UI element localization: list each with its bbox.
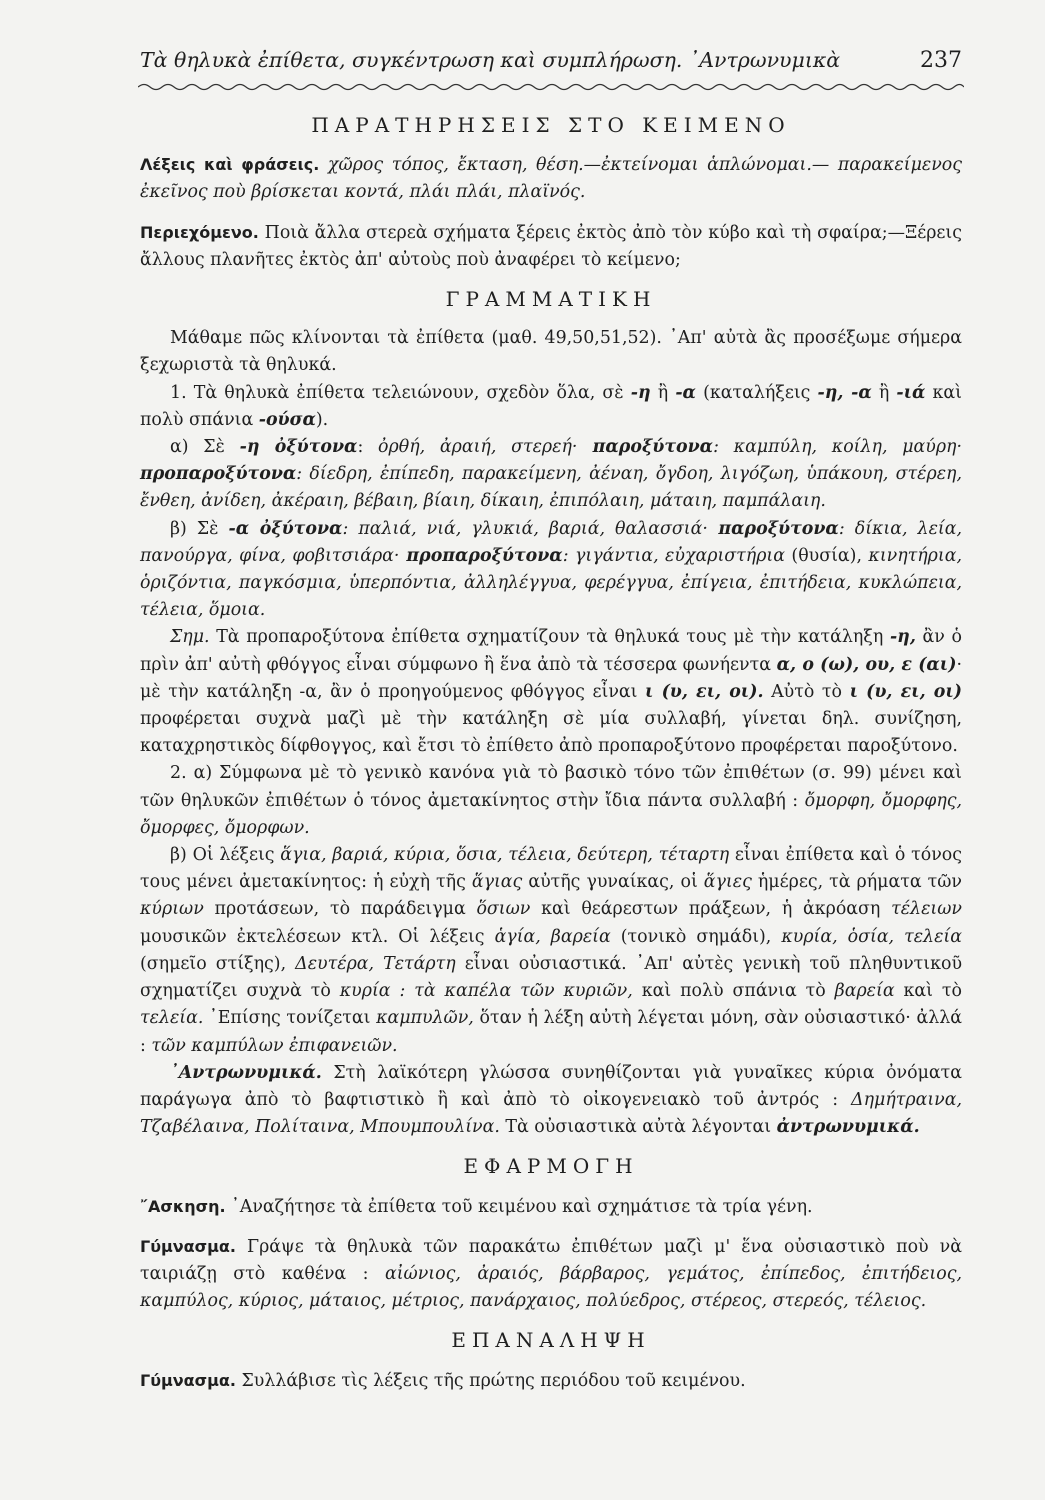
text: ). (315, 409, 329, 430)
text: Γράψε τὰ θηλυκὰ τῶν παρακάτω ἐπιθέτων μαζὶ μ' ἕνα οὐσιαστικὸ ποὺ νὰ ταιριάζῃ στὸ καθένα : (140, 1236, 962, 1284)
text: προτάσεων, τὸ παράδειγμα (203, 899, 477, 920)
text: εἶναι οὐσιαστικά. ᾿Απ' αὐτὲς γενικὴ τοῦ πληθυντικοῦ σχηματίζει συχνὰ τὸ (140, 953, 963, 1002)
text: ἡμέρες, τὰ ρήματα τῶν (751, 872, 962, 893)
page-number: 237 (920, 48, 962, 73)
category-label: ᾿Αντρωνυμικά. (170, 1062, 322, 1083)
text: · μὲ τὴν κατάληξη -α, ἂν ὁ προηγούμενος φθόγγος εἶναι (140, 654, 962, 702)
category-label: παροξύτονα (577, 437, 714, 458)
paragraph-review-drill (140, 1367, 962, 1395)
label-exercise: ῎Ασκηση. (140, 1196, 226, 1216)
word: ἁγία, βαρεία (494, 926, 611, 947)
paragraph-rule-2a (140, 760, 962, 842)
paragraph-vocabulary (140, 151, 962, 206)
word-list: : δίκια, λεία, πανούργα, φίνα, φοβιτσιάρα· (140, 518, 962, 566)
ending: -ιά (896, 382, 926, 403)
word-list: ἅγια, βαριά, κύρια, ὅσια, τέλεια, δεύτερη, τέταρτη (280, 845, 730, 866)
paragraph-antronymics (140, 1060, 962, 1142)
spacer (140, 274, 962, 286)
paragraph-rule-1 (140, 380, 962, 434)
note-label: Σημ. (170, 627, 210, 648)
text: ἂν ὁ πρὶν ἀπ' αὐτὴ φθόγγος εἶναι σύμφωνο ἢ ἕνα ἀπὸ τὰ τέσσερα φωνήεντα (140, 627, 962, 675)
vowels: α, ο (ω), ου, ε (αι) (776, 654, 957, 675)
label-content: Περιεχόμενο. (140, 222, 259, 242)
word: κυρία, ὁσία, τελεία (781, 926, 962, 947)
paragraph-rule-2b (140, 842, 962, 1060)
word-list: ὀρθή, ἀραιή, στερεή· (378, 437, 578, 458)
word-list: : καμπύλη, κοίλη, μαύρη· (713, 437, 962, 458)
section-heading-application: ΕΦΑΡΜΟΓΗ (463, 1154, 639, 1179)
text: καὶ πολὺ σπάνια (140, 382, 962, 430)
text-content: Ποιὰ ἄλλα στερεὰ σχήματα ξέρεις ἐκτὸς ἀπὸ τὸν κύβο καὶ τὴ σφαίρα;—Ξέρεις ἄλλους πλανῆτες ἐκτὸς ἀπ' αὐτοὺς ποὺ ἀναφέρει τὸ κείμενο; (140, 222, 962, 270)
text: ὅταν ἡ λέξη αὐτὴ λέγεται μόνη, σὰν οὐσιαστικό· ἀλλά : (140, 1008, 963, 1056)
text: Συλλάβισε τὶς λέξεις τῆς πρώτης περιόδου τοῦ κειμένου. (235, 1370, 746, 1391)
word-list: : γιγάντια, εὐχαριστήρια (562, 545, 785, 566)
text: (καταλήξεις (695, 382, 818, 403)
text: Στὴ λαϊκότερη γλώσσα συνηθίζονται γιὰ γυναῖκες κύρια ὀνόματα παράγωγα ἀπὸ τὸ βαφτιστικὸ ἢ καὶ ἀπὸ τὸ οἰκογενειακὸ τοῦ ἀντρός : (140, 1062, 962, 1110)
text: ᾿Επίσης τονίζεται (203, 1008, 377, 1029)
section-heading-observations: ΠΑΡΑΤΗΡΗΣΕΙΣ ΣΤΟ ΚΕΙΜΕΝΟ (311, 113, 791, 137)
word: ὅσιων (476, 899, 531, 920)
paragraph-grammar-intro: Μάθαμε πῶς κλίνονται τὰ ἐπίθετα (μαθ. 49,50,51,52). ᾿Απ' αὐτὰ ἂς προσέξωμε σήμερα ξεχωριστὰ τὰ θηλυκά. (140, 328, 962, 376)
category-label: -η ὀξύτονα (239, 437, 358, 458)
category-label: -α ὀξύτονα (228, 518, 343, 539)
text: προφέρεται συχνὰ μαζὶ μὲ τὴν κατάληξη σὲ μία συλλαβή, γίνεται δηλ. συνίζηση, καταχρηστικὸς δίφθογγος, καὶ ἔτσι τὸ ἐπίθετο ἀπὸ προπαροξύτονο προφέρεται παροξύτονο. (140, 709, 962, 757)
word-list: Δημήτραινα, Τζαβέλαινα, Πολίταινα, Μπουμπουλίνα. (140, 1089, 962, 1138)
paragraph-rule-1a (140, 434, 962, 516)
ending: -η, (889, 627, 916, 648)
spacer (140, 1141, 962, 1153)
section-heading-review: ΕΠΑΝΑΛΗΨΗ (451, 1328, 651, 1353)
label-vocabulary: Λέξεις καὶ φράσεις. (140, 155, 320, 175)
word: κύριων (140, 899, 204, 920)
text: ἢ (650, 382, 676, 403)
word-list: κινητήρια, ὁριζόντια, παγκόσμια, ὑπερπόντια, ἀλληλέγγυα, φερέγγυα, ἐπίγεια, ἐπιτήδεια, κυκλώπεια, τέλεια, ὅμοια. (140, 545, 962, 621)
text: 1. Τὰ θηλυκὰ ἐπίθετα τελειώνουν, σχεδὸν ὅλα, σὲ (170, 382, 631, 403)
text: : (357, 437, 379, 458)
paragraph-content (140, 219, 962, 274)
word: ἀντρωνυμικά. (776, 1117, 920, 1138)
text: Αὐτὸ τὸ (763, 681, 850, 702)
word: βαρεία (834, 981, 895, 1002)
text: Τὰ προπαροξύτονα ἐπίθετα σχηματίζουν τὰ θηλυκά τους μὲ τὴν κατάληξη (209, 627, 890, 648)
paragraph-drill (140, 1233, 962, 1316)
word: ἅγιας (471, 872, 523, 893)
text: β) Σὲ (170, 518, 229, 539)
text: (σημεῖο στίξης), (140, 953, 296, 974)
text: καὶ θεάρεστων πράξεων, ἡ ἀκρόαση (530, 899, 892, 920)
spacer (140, 1221, 962, 1233)
word: τῶν καμπύλων ἐπιφανειῶν. (151, 1035, 398, 1056)
paragraph-rule-1b (140, 516, 962, 625)
category-label: προπαροξύτονα (140, 464, 297, 485)
text-vocabulary: χῶρος τόπος, ἔκταση, θέση.—ἐκτείνομαι ἁπλώνομαι.— παρακείμενος ἐκεῖνος ποὺ βρίσκεται κοντά, πλάι πλάι, πλαϊνός. (140, 155, 962, 203)
word: ἅγιες (703, 872, 752, 893)
spacer (140, 1315, 962, 1327)
text: ἢ (871, 382, 897, 403)
text: α) Σὲ (170, 437, 240, 458)
ending: -η, -α (817, 382, 872, 403)
ending: -α (675, 382, 696, 403)
word: τέλειων (891, 899, 962, 920)
spacer (140, 207, 962, 219)
word: κυρία : τὰ καπέλα τῶν κυριῶν, (339, 981, 633, 1002)
text: β) Οἱ λέξεις (170, 845, 281, 866)
text: ᾿Αναζήτησε τὰ ἐπίθετα τοῦ κειμένου καὶ σχημάτισε τὰ τρία γένη. (225, 1196, 813, 1217)
running-header (140, 48, 962, 78)
text: καὶ πολὺ σπάνια τὸ (632, 981, 835, 1002)
text: Τὰ οὐσιαστικὰ αὐτὰ λέγονται (499, 1117, 777, 1138)
vowels: ι (υ, ει, οι) (849, 681, 962, 702)
label-drill: Γύμνασμα. (140, 1236, 236, 1256)
paragraph-exercise (140, 1193, 962, 1221)
text: καὶ τὸ (894, 981, 962, 1002)
word-list: ὄμορφη, ὄμορφης, ὄμορφες, ὄμορφων. (140, 790, 963, 838)
page-body (140, 112, 962, 1395)
text: (τονικὸ σημάδι), (610, 926, 782, 947)
vowels: ι (υ, ει, οι). (645, 681, 764, 702)
category-label: παροξύτονα (707, 518, 839, 539)
word: τελεία. (140, 1008, 204, 1029)
ending: -ούσα (258, 409, 316, 430)
word-list: : παλιά, νιά, γλυκιά, βαριά, θαλασσιά· (342, 518, 708, 539)
section-heading-grammar: ΓΡΑΜΜΑΤΙΚΗ (445, 287, 657, 312)
text: αὐτῆς γυναίκας, οἱ (522, 872, 704, 893)
text: μουσικῶν ἐκτελέσεων κτλ. Οἱ λέξεις (140, 926, 495, 947)
label-drill: Γύμνασμα. (140, 1370, 236, 1390)
word: καμπυλῶν, (376, 1008, 474, 1029)
text: (θυσία), (784, 545, 869, 566)
word: Δευτέρα, Τετάρτη (295, 953, 456, 974)
word-list: αἰώνιος, ἀραιός, βάρβαρος, γεμάτος, ἐπίπεδος, ἐπιτήδειος, καμπύλος, κύριος, μάταιος, μέτριος, πανάρχαιος, πολύεδρος, στέρεος, στερεός, τέλειος. (140, 1263, 962, 1312)
text: εἶναι ἐπίθετα καὶ ὁ τόνος τους μένει ἀμετακίνητος: ἡ εὐχὴ τῆς (140, 845, 962, 893)
wavy-rule (138, 80, 964, 94)
category-label: προπαροξύτονα (399, 545, 563, 566)
text: 2. α) Σύμφωνα μὲ τὸ γενικὸ κανόνα γιὰ τὸ βασικὸ τόνο τῶν ἐπιθέτων (σ. 99) μένει καὶ τῶν θηλυκῶν ἐπιθέτων ὁ τόνος ἀμετακίνητος στὴν ἴδια πάντα συλλαβή : (140, 763, 962, 811)
header-title: Τὰ θηλυκὰ ἐπίθετα, συγκέντρωση καὶ συμπλήρωση. ᾿Αντρωνυμικὰ (140, 48, 841, 72)
paragraph-note (140, 624, 962, 760)
ending: -η (630, 382, 651, 403)
word-list: : δίεδρη, ἐπίπεδη, παρακείμενη, ἀέναη, ὄγδοη, λιγόζωη, ὑπάκουη, στέρεη, ἔνθεη, ἀνίδεη, ἀκέραιη, βέβαιη, βίαιη, δίκαιη, ἐπιπόλαιη, μάταιη, παμπάλαιη. (140, 464, 962, 512)
